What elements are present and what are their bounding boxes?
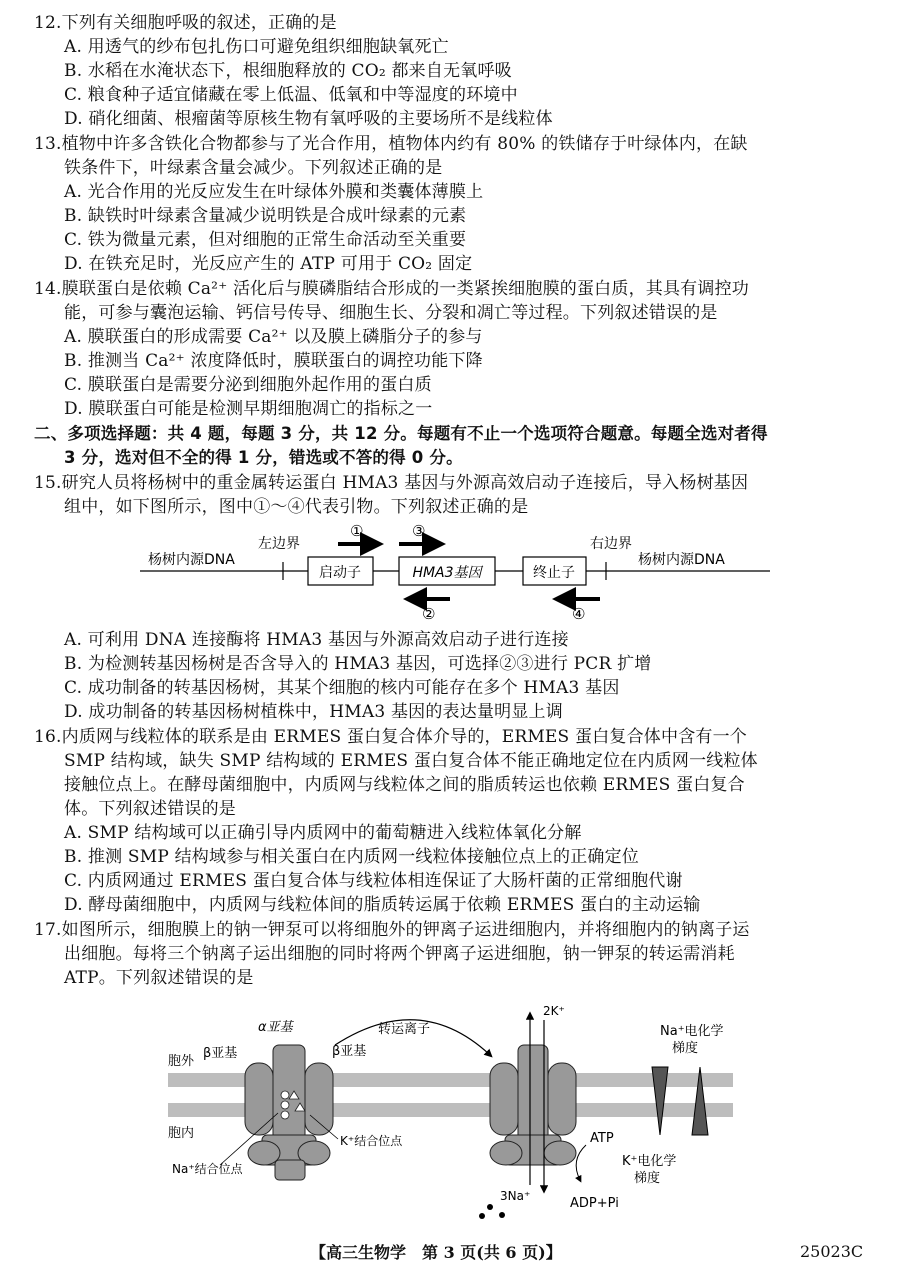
q12-option-c: C. 粮食种子适宜储藏在零上低温、低氧和中等湿度的环境中: [64, 85, 518, 105]
inside-label: 胞内: [168, 1126, 195, 1141]
3na-label: 3Na⁺: [500, 1189, 531, 1203]
q16-stem-line1: 16.内质网与线粒体的联系是由 ERMES 蛋白复合体介导的，ERMES 蛋白复合体中含有一个: [34, 727, 747, 747]
q12-option-a: A. 用透气的纱布包扎伤口可避免组织细胞缺氧死亡: [64, 37, 449, 57]
pump-left: [245, 1045, 333, 1180]
q12-option-d: D. 硝化细菌、根瘤菌等原核生物有氧呼吸的主要场所不是线粒体: [64, 109, 553, 129]
q16-stem-line4: 体。下列叙述错误的是: [64, 799, 236, 819]
primer-3-label: ③: [412, 522, 426, 540]
beta-subunit-right-label: β亚基: [332, 1044, 367, 1059]
q14-stem-line2: 能，可参与囊泡运输、钙信号传导、细胞生长、分裂和凋亡等过程。下列叙述错误的是: [64, 303, 718, 323]
transport-ions-label: 转运离子: [378, 1022, 431, 1037]
q15-option-d: D. 成功制备的转基因杨树植株中，HMA3 基因的表达量明显上调: [64, 702, 563, 722]
k-gradient-label-line1: K⁺电化学: [622, 1154, 677, 1169]
q13-stem-line1: 13.植物中许多含铁化合物都参与了光合作用，植物体内约有 80% 的铁储存于叶绿体内，在缺: [34, 134, 748, 154]
atp-label: ATP: [590, 1131, 614, 1146]
hma3-gene-label: HMA3基因: [412, 565, 482, 581]
left-border-label: 左边界: [258, 536, 300, 552]
q13-option-c: C. 铁为微量元素，但对细胞的正常生命活动至关重要: [64, 230, 467, 250]
left-dna-label: 杨树内源DNA: [148, 552, 235, 568]
primer-2-label: ②: [422, 605, 436, 622]
section2-heading-line1: 二、多项选择题：共 4 题，每题 3 分，共 12 分。每题有不止一个选项符合题意。每题全选对者得: [34, 424, 768, 443]
na-gradient-label-line1: Na⁺电化学: [660, 1024, 724, 1039]
pump-right: [490, 1045, 576, 1165]
2k-label: 2K⁺: [543, 1004, 565, 1018]
sodium-potassium-pump-diagram: [160, 995, 750, 1220]
q13-option-a: A. 光合作用的光反应发生在叶绿体外膜和类囊体薄膜上: [64, 182, 484, 202]
q14-option-c: C. 膜联蛋白是需要分泌到细胞外起作用的蛋白质: [64, 375, 432, 395]
q14-option-a: A. 膜联蛋白的形成需要 Ca²⁺ 以及膜上磷脂分子的参与: [64, 327, 483, 347]
primer-1-label: ①: [350, 522, 364, 540]
q12-stem: 12.下列有关细胞呼吸的叙述，正确的是: [34, 13, 337, 33]
q16-option-a: A. SMP 结构域可以正确引导内质网中的葡萄糖进入线粒体氧化分解: [64, 823, 582, 843]
q16-stem-line3: 接触位点上。在酵母菌细胞中，内质网与线粒体之间的脂质转运也依赖 ERMES 蛋白复合: [64, 775, 745, 795]
q16-stem-line2: SMP 结构域，缺失 SMP 结构域的 ERMES 蛋白复合体不能正确地定位在内质网一线粒体: [64, 751, 758, 771]
q17-stem-line1: 17.如图所示，细胞膜上的钠一钾泵可以将细胞外的钾离子运进细胞内，并将细胞内的钠离子运: [34, 920, 750, 940]
primer-4-label: ④: [572, 605, 586, 622]
q15-option-b: B. 为检测转基因杨树是否含导入的 HMA3 基因，可选择②③进行 PCR 扩增: [64, 654, 652, 674]
q15-option-a: A. 可利用 DNA 连接酶将 HMA3 基因与外源高效启动子进行连接: [64, 630, 569, 650]
section2-heading-line2: 3 分，选对但不全的得 1 分，错选或不答的得 0 分。: [64, 448, 463, 467]
q17-stem-line2: 出细胞。每将三个钠离子运出细胞的同时将两个钾离子运进细胞，钠一钾泵的转运需消耗: [64, 944, 735, 964]
q13-stem-line2: 铁条件下，叶绿素含量会减少。下列叙述正确的是: [64, 158, 443, 178]
outside-label: 胞外: [168, 1054, 195, 1069]
beta-subunit-left-label: β亚基: [203, 1046, 238, 1061]
k-gradient-triangle: [652, 1067, 668, 1135]
k-binding-site-label: K⁺结合位点: [340, 1134, 403, 1148]
promoter-label: 启动子: [319, 565, 361, 581]
terminator-label: 终止子: [533, 565, 575, 581]
adp-pi-label: ADP+Pi: [570, 1196, 619, 1211]
na-binding-site-label: Na⁺结合位点: [172, 1162, 243, 1176]
right-dna-label: 杨树内源DNA: [638, 552, 725, 568]
q16-option-d: D. 酵母菌细胞中，内质网与线粒体间的脂质转运属于依赖 ERMES 蛋白的主动运输: [64, 895, 701, 915]
q15-stem-line1: 15.研究人员将杨树中的重金属转运蛋白 HMA3 基因与外源高效启动子连接后，导入杨树基因: [34, 473, 749, 493]
q14-option-d: D. 膜联蛋白可能是检测早期细胞凋亡的指标之一: [64, 399, 433, 419]
q14-option-b: B. 推测当 Ca²⁺ 浓度降低时，膜联蛋白的调控功能下降: [64, 351, 483, 371]
q15-stem-line2: 组中，如下图所示，图中①～④代表引物。下列叙述正确的是: [64, 497, 529, 517]
q17-stem-line3: ATP。下列叙述错误的是: [64, 968, 254, 988]
gene-construct-diagram: [140, 522, 780, 622]
q16-option-c: C. 内质网通过 ERMES 蛋白复合体与线粒体相连保证了大肠杆菌的正常细胞代谢: [64, 871, 683, 891]
q16-option-b: B. 推测 SMP 结构域参与相关蛋白在内质网一线粒体接触位点上的正确定位: [64, 847, 639, 867]
right-border-label: 右边界: [590, 536, 632, 552]
q14-stem-line1: 14.膜联蛋白是依赖 Ca²⁺ 活化后与膜磷脂结合形成的一类紧挨细胞膜的蛋白质，其具有调控功: [34, 279, 749, 299]
q13-option-d: D. 在铁充足时，光反应产生的 ATP 可用于 CO₂ 固定: [64, 254, 473, 274]
alpha-subunit-label: α亚基: [258, 1020, 293, 1035]
na-gradient-label-line2: 梯度: [672, 1041, 699, 1056]
q13-option-b: B. 缺铁时叶绿素含量减少说明铁是合成叶绿素的元素: [64, 206, 467, 226]
k-gradient-label-line2: 梯度: [634, 1171, 661, 1186]
page-footer-title: 【高三生物学 第 3 页(共 6 页)】: [310, 1243, 562, 1262]
page-footer-code: 25023C: [800, 1242, 864, 1261]
q15-option-c: C. 成功制备的转基因杨树，其某个细胞的核内可能存在多个 HMA3 基因: [64, 678, 620, 698]
q12-option-b: B. 水稻在水淹状态下，根细胞释放的 CO₂ 都来自无氧呼吸: [64, 61, 512, 81]
